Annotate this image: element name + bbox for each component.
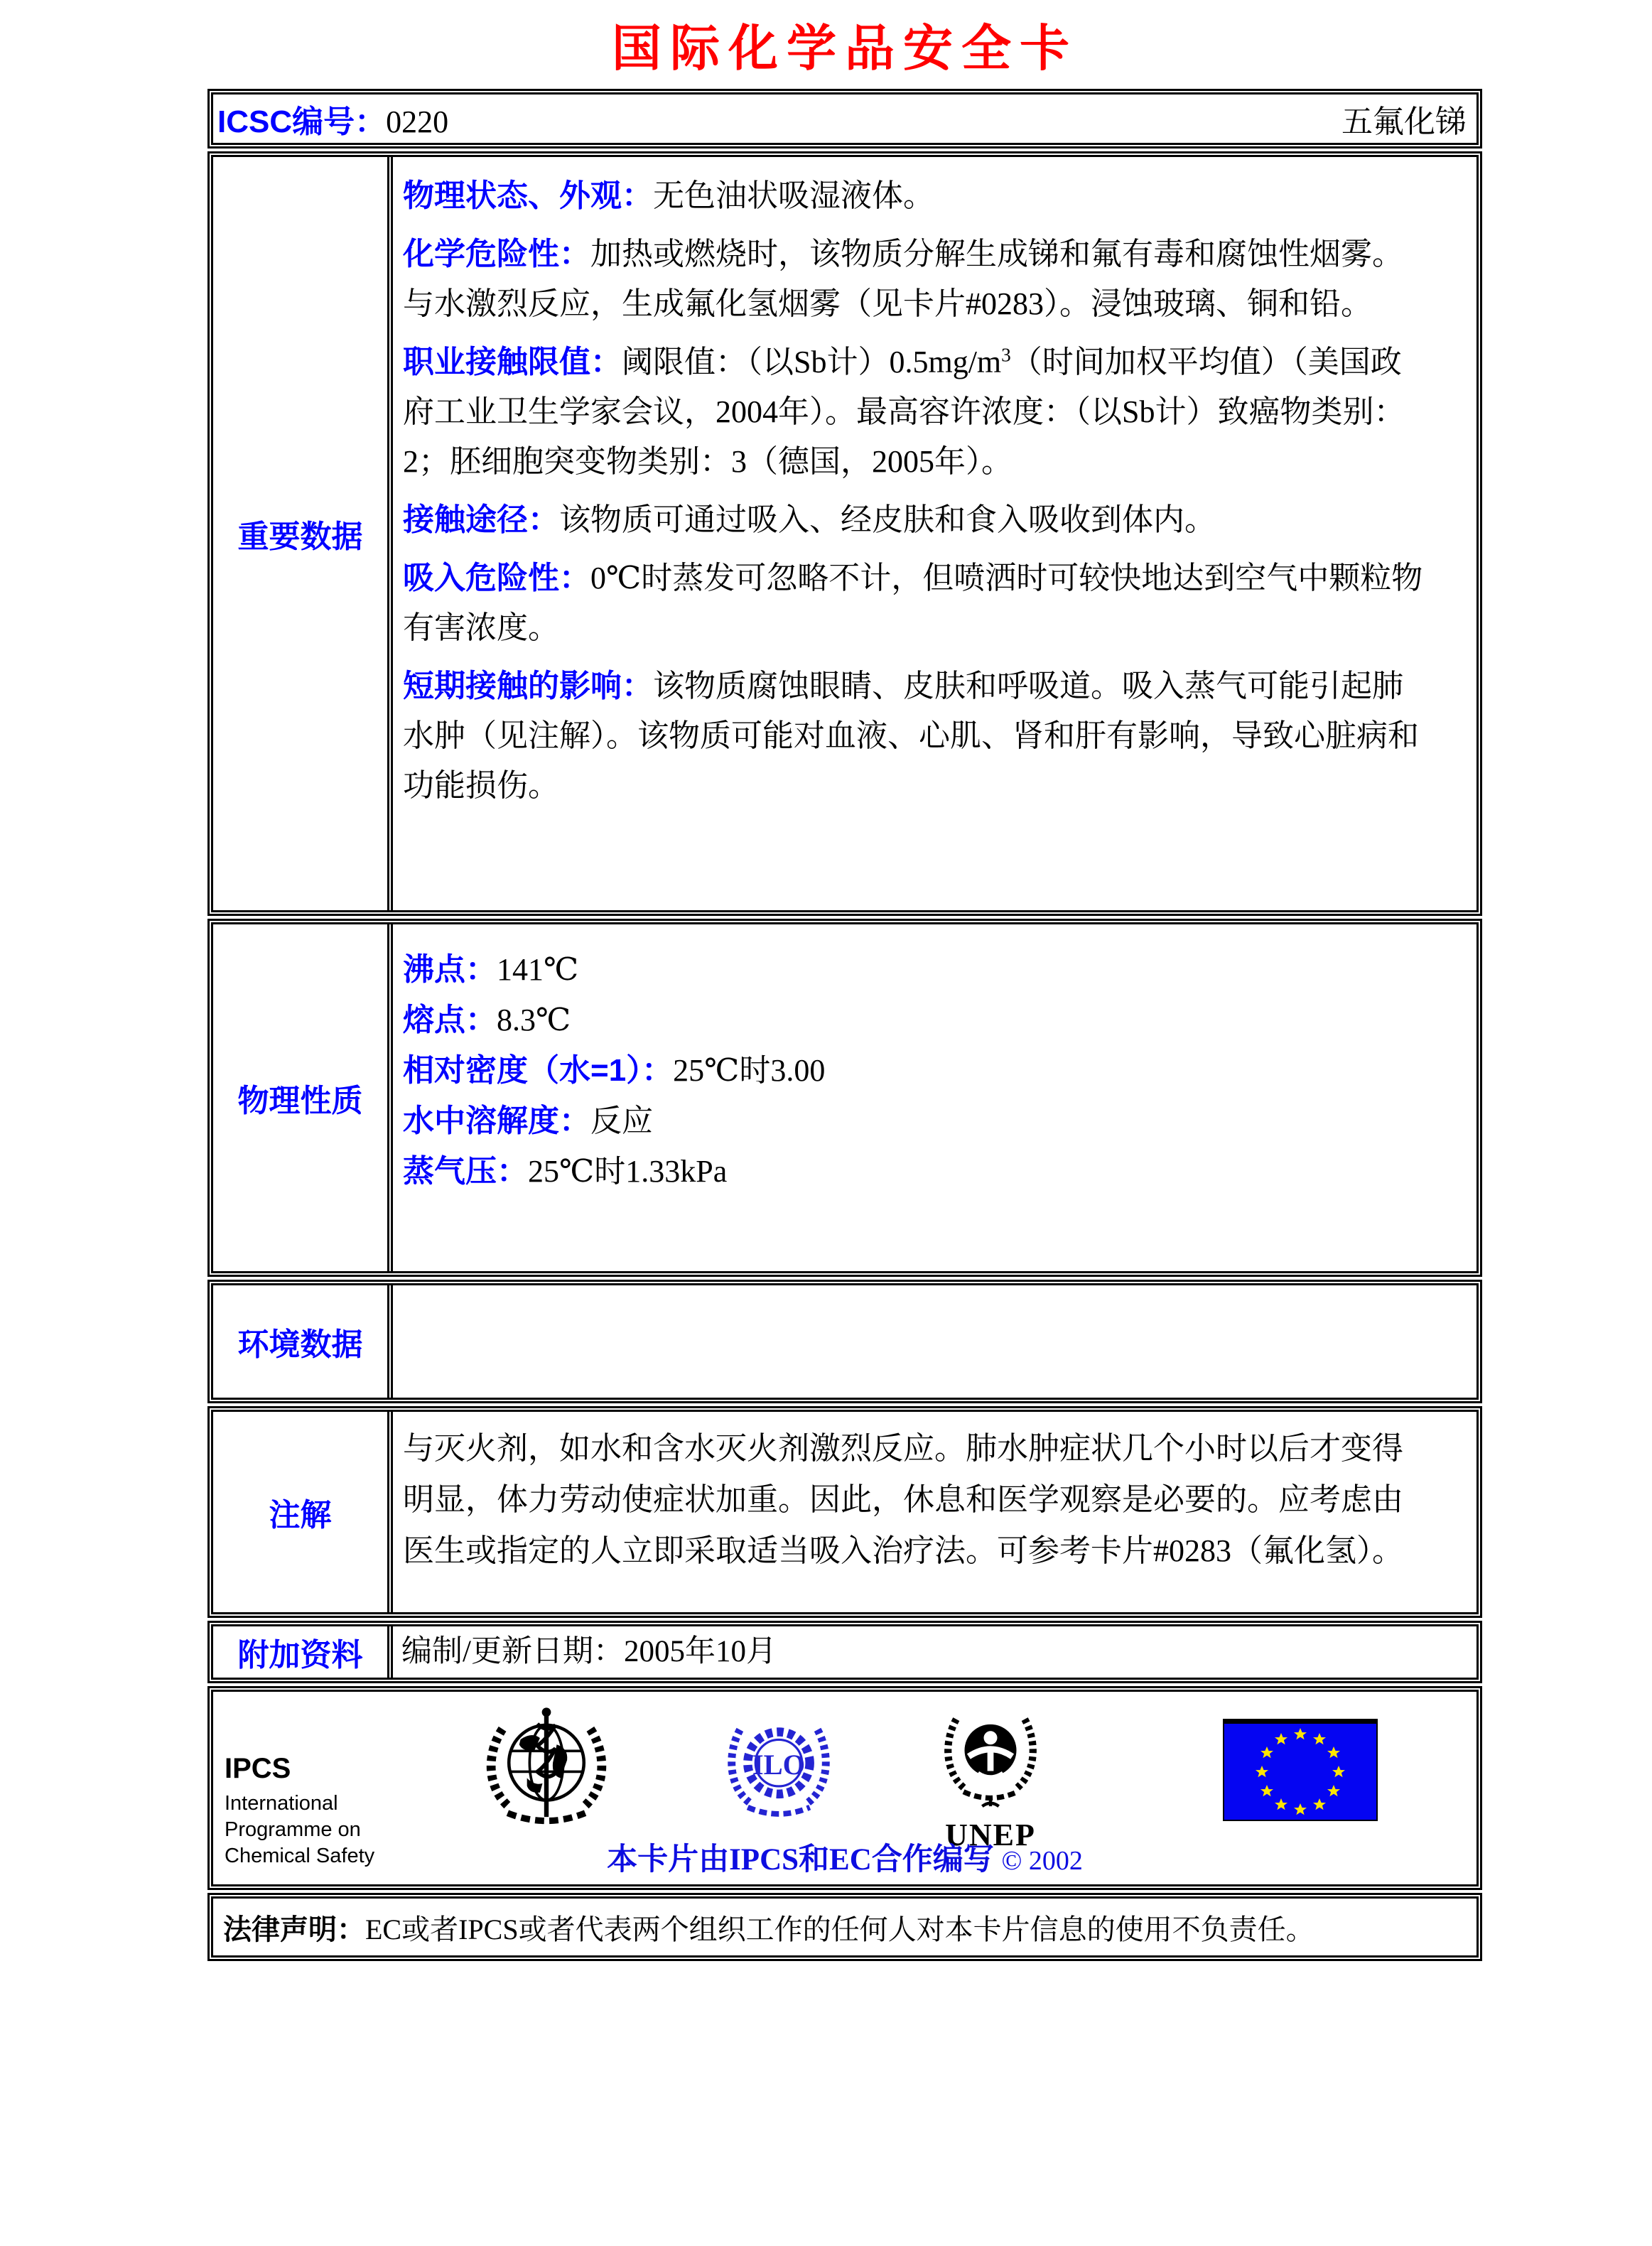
icsc-number-value: 0220 <box>386 104 449 139</box>
ipcs-line-3: Chemical Safety <box>225 1845 375 1867</box>
row-label-notes: 注解 <box>213 1412 393 1612</box>
field-water-solubility-label: 水中溶解度： <box>403 1103 590 1138</box>
field-boiling-point <box>403 944 1427 995</box>
environmental-data-content <box>393 1285 1476 1398</box>
legal-notice-text: EC或者IPCS或者代表两个组织工作的任何人对本卡片信息的使用不负责任。 <box>365 1913 1314 1945</box>
section-important-data <box>207 151 1482 916</box>
field-physical-state-text: 无色油状吸湿液体。 <box>653 178 934 213</box>
footer-caption <box>213 1835 1476 1879</box>
notes-content: 与灭火剂，如水和含水灭火剂激烈反应。肺水肿症状几个小时以后才变得明显，体力劳动使症状加重。因此，休息和医学观察是必要的。应考虑由医生或指定的人立即采取适当吸入治疗法。可参考卡片#0283（氟化氢）。 <box>403 1431 1403 1568</box>
footer-copyright: © 2002 <box>1001 1846 1083 1876</box>
field-short-term-effects-label: 短期接触的影响： <box>403 669 653 703</box>
field-melting-point-value: 8.3℃ <box>497 1003 571 1037</box>
header-row <box>207 89 1482 149</box>
additional-info-content: 编制/更新日期：2005年10月 <box>401 1635 777 1668</box>
unep-wordmark: UNEP <box>945 1818 1036 1852</box>
field-water-solubility-value: 反应 <box>590 1103 653 1138</box>
field-routes-label: 接触途径： <box>403 502 559 537</box>
footer-caption-text: 本卡片由IPCS和EC合作编写 <box>607 1843 994 1877</box>
field-oel-text-pre: 阈限值：（以Sb计）0.5mg/m <box>622 345 1002 379</box>
section-environmental-data <box>207 1280 1482 1403</box>
page-title: 国际化学品安全卡 <box>612 22 1078 77</box>
row-label-physical-properties: 物理性质 <box>213 924 393 1271</box>
field-relative-density <box>403 1045 1427 1096</box>
field-vapor-pressure <box>403 1146 1427 1197</box>
field-oel-superscript: 3 <box>1001 344 1011 366</box>
ilo-letters: ILO <box>752 1748 806 1781</box>
section-additional-info <box>207 1621 1482 1683</box>
section-physical-properties <box>207 919 1482 1277</box>
eu-flag-icon <box>1223 1719 1378 1821</box>
physical-properties-content <box>393 924 1476 1271</box>
field-short-term-effects-text: 该物质腐蚀眼睛、皮肤和呼吸道。吸入蒸气可能引起肺水肿（见注解）。该物质可能对血液、心肌、肾和肝有影响，导致心脏病和功能损伤。 <box>403 669 1419 803</box>
field-relative-density-value: 25℃时3.00 <box>673 1053 826 1088</box>
field-vapor-pressure-label: 蒸气压： <box>403 1154 528 1189</box>
row-label-environmental-data: 环境数据 <box>213 1285 393 1398</box>
field-boiling-point-label: 沸点： <box>403 952 497 987</box>
icsc-card <box>207 89 1482 1961</box>
ipcs-line-1: International <box>225 1792 338 1815</box>
field-short-term-effects <box>403 662 1427 811</box>
field-routes-text: 该物质可通过吸入、经皮肤和食入吸收到体内。 <box>559 502 1216 537</box>
section-notes <box>207 1406 1482 1618</box>
ipcs-acronym: IPCS <box>225 1753 291 1784</box>
field-oel-text-post: （时间加权平均值）（美国政府工业卫生学家会议，2004年）。最高容许浓度：（以Sb计）致癌物类别：2；胚细胞突变物类别：3（德国，2005年）。 <box>403 345 1405 479</box>
field-water-solubility <box>403 1096 1427 1146</box>
field-occupational-exposure-limits <box>403 338 1427 487</box>
who-logo-icon <box>482 1703 611 1832</box>
field-oel-label: 职业接触限值： <box>403 345 622 379</box>
field-melting-point <box>403 995 1427 1045</box>
important-data-content <box>393 157 1476 910</box>
ilo-logo-icon <box>723 1709 834 1828</box>
field-physical-state-label: 物理状态、外观： <box>403 178 653 213</box>
field-routes-of-exposure <box>403 495 1427 545</box>
field-physical-state <box>403 171 1427 221</box>
field-melting-point-label: 熔点： <box>403 1003 497 1037</box>
unep-logo-icon <box>939 1703 1042 1814</box>
section-legal-notice <box>207 1893 1482 1961</box>
field-inhalation-risk-text: 0℃时蒸发可忽略不计，但喷洒时可较快地达到空气中颗粒物有害浓度。 <box>403 561 1423 645</box>
chemical-name: 五氟化锑 <box>1341 104 1467 139</box>
row-label-additional-info: 附加资料 <box>213 1626 393 1678</box>
icsc-number-group <box>217 96 448 141</box>
field-chemical-dangers <box>403 230 1427 329</box>
icsc-number-label: ICSC编号： <box>217 104 387 139</box>
row-label-important-data: 重要数据 <box>213 157 393 910</box>
field-relative-density-label: 相对密度（水=1）： <box>403 1053 674 1088</box>
legal-notice-label: 法律声明： <box>223 1913 365 1945</box>
footer-logos-row <box>207 1686 1482 1890</box>
field-inhalation-risk-label: 吸入危险性： <box>403 561 590 595</box>
field-inhalation-risk <box>403 554 1427 653</box>
field-vapor-pressure-value: 25℃时1.33kPa <box>528 1154 728 1189</box>
ipcs-line-2: Programme on <box>225 1818 361 1841</box>
field-boiling-point-value: 141℃ <box>497 952 579 987</box>
field-chemical-dangers-text: 加热或燃烧时，该物质分解生成锑和氟有毒和腐蚀性烟雾。与水激烈反应，生成氟化氢烟雾（见卡片#0283）。浸蚀玻璃、铜和铅。 <box>403 237 1403 321</box>
field-chemical-dangers-label: 化学危险性： <box>403 237 590 271</box>
